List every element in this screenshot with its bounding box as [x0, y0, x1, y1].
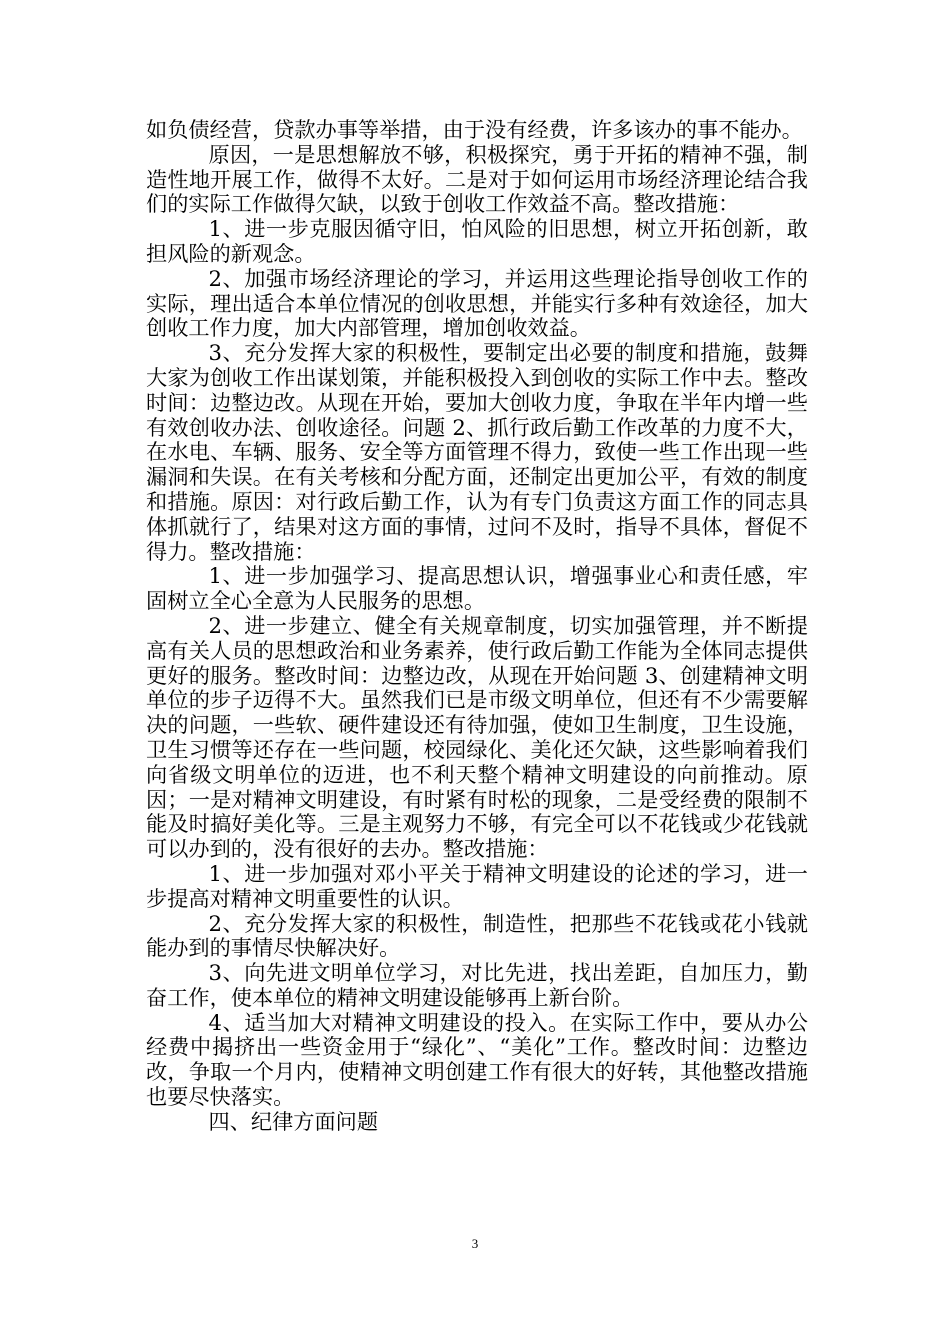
paragraph: 4、适当加大对精神文明建设的投入。在实际工作中，要从办公经费中揭挤出一些资金用于“绿化”、“美化”工作。整改时间：边整边改，争取一个月内，使精神文明创建工作有很大的好转，其他整改措施也要尽快落实。: [146, 1009, 808, 1110]
paragraph: 原因，一是思想解放不够，积极探究，勇于开拓的精神不强，制造性地开展工作，做得不太好。二是对于如何运用市场经济理论结合我们的实际工作做得欠缺，以致于创收工作效益不高。整改措施：: [146, 141, 808, 217]
paragraph: 1、进一步加强学习、提高思想认识，增强事业心和责任感，牢固树立全心全意为人民服务的思想。: [146, 563, 808, 614]
paragraph: 3、向先进文明单位学习，对比先进，找出差距，自加压力，勤奋工作，使本单位的精神文明建设能够再上新台阶。: [146, 960, 808, 1010]
paragraph: 3、充分发挥大家的积极性，要制定出必要的制度和措施，鼓舞大家为创收工作出谋划策，并能积极投入到创收的实际工作中去。整改时间：边整边改。从现在开始，要加大创收力度，争取在半年内增一些有效创收办法、创收途径。问题 2、抓行政后勤工作改革的力度不大，在水电、车辆、服务、安全等方面管理不得力，致使一些工作出现一些漏洞和失误。在有关考核和分配方面，还制定出更加公平，有效的制度和措施。原因：对行政后勤工作，认为有专门负责这方面工作的同志具体抓就行了，结果对这方面的事情，过问不及时，指导不具体，督促不得力。整改措施：: [146, 340, 808, 564]
paragraph: 如负债经营，贷款办事等举措，由于没有经费，许多该办的事不能办。: [146, 117, 803, 142]
page-number: 3: [471, 1236, 479, 1251]
section-heading: 四、纪律方面问题: [208, 1108, 379, 1134]
paragraph: 1、进一步加强对邓小平关于精神文明建设的论述的学习，进一步提高对精神文明重要性的认识。: [146, 860, 808, 911]
paragraph: 2、加强市场经济理论的学习，并运用这些理论指导创收工作的实际，理出适合本单位情况的创收思想，并能实行多种有效途径，加大创收工作力度，加大内部管理，增加创收效益。: [146, 265, 808, 341]
document-body: [146, 118, 808, 1135]
paragraph: 2、进一步建立、健全有关规章制度，切实加强管理，并不断提高有关人员的思想政治和业务素养，使行政后勤工作能为全体同志提供更好的服务。整改时间：边整边改，从现在开始问题 3、创建精神文明单位的步子迈得不大。虽然我们已是市级文明单位，但还有不少需要解决的问题，一些软、硬件建设还有待加强，使如卫生制度，卫生设施，卫生习惯等还存在一些问题，校园绿化、美化还欠缺，这些影响着我们向省级文明单位的迈进，也不利天整个精神文明建设的向前推动。原因；一是对精神文明建设，有时紧有时松的现象，二是受经费的限制不能及时搞好美化等。三是主观努力不够，有完全可以不花钱或少花钱就可以办到的，没有很好的去办。整改措施：: [146, 612, 808, 862]
paragraph: 2、充分发挥大家的积极性，制造性，把那些不花钱或花小钱就能办到的事情尽快解决好。: [146, 910, 808, 961]
paragraph: 1、进一步克服因循守旧，怕风险的旧思想，树立开拓创新，敢担风险的新观念。: [146, 216, 808, 266]
